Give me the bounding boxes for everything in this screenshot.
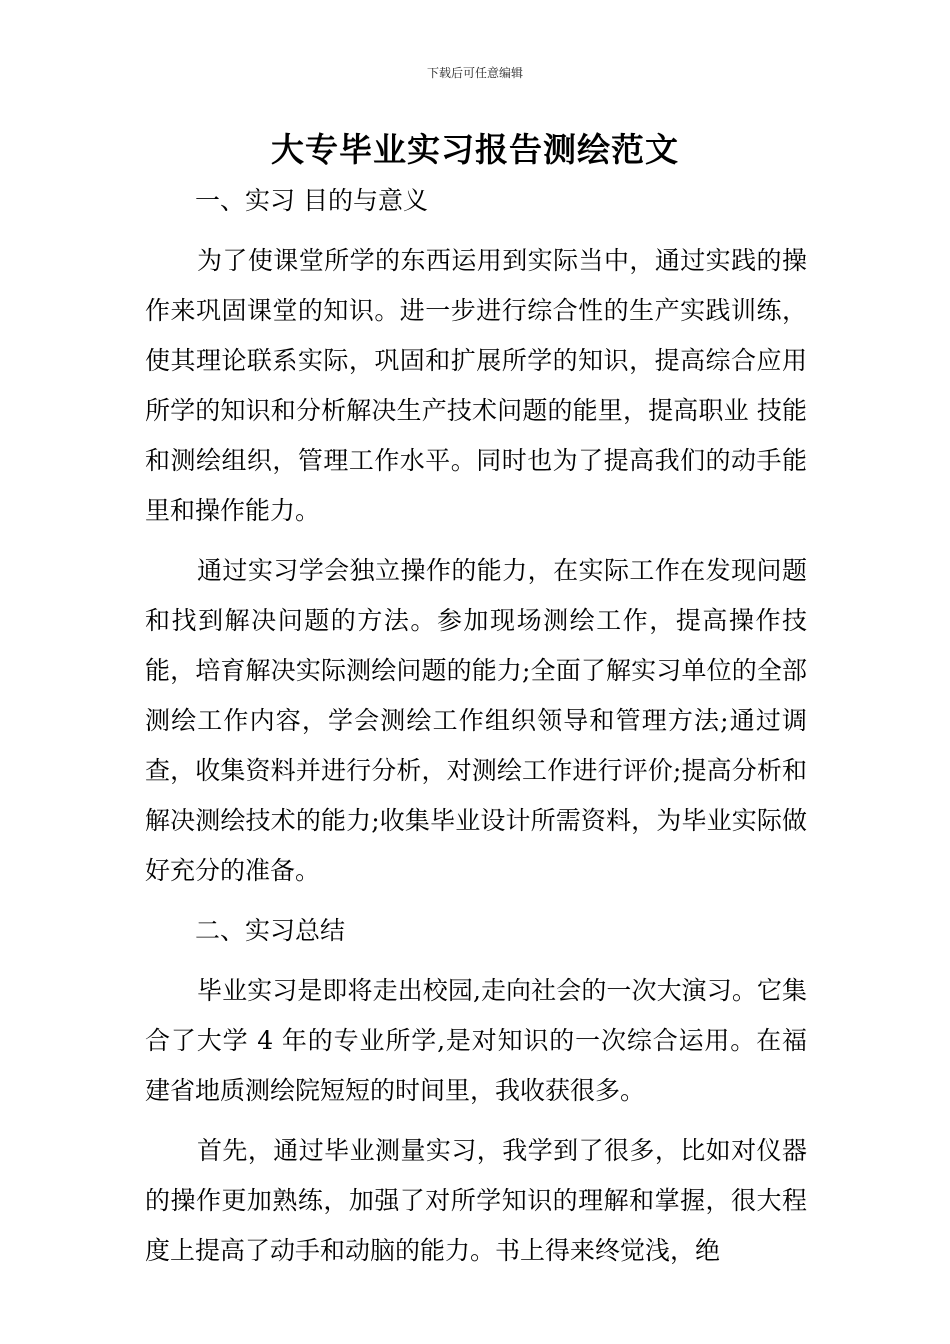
paragraph-purpose-1: 为了使课堂所学的东西运用到实际当中，通过实践的操作来巩固课堂的知识。进一步进行综合性的生产实践训练，使其理论联系实际，巩固和扩展所学的知识，提高综合应用所学的知识和分析解决生产技术问题的能里，提高职业 技能和测绘组织，管理工作水平。同时也为了提高我们的动手能里和操作能力。 bbox=[145, 246, 807, 525]
document-body bbox=[145, 176, 807, 1276]
paragraph-summary-2: 首先，通过毕业测量实习，我学到了很多，比如对仪器的操作更加熟练，加强了对所学知识的理解和掌握，很大程度上提高了动手和动脑的能力。书上得来终觉浅，绝 bbox=[145, 1136, 807, 1265]
page-header-note: 下载后可任意编辑 bbox=[426, 66, 523, 80]
section-heading-purpose: 一、实习 目的与意义 bbox=[195, 186, 428, 215]
section-heading-summary: 二、实习总结 bbox=[195, 916, 346, 945]
document-title: 大专毕业实习报告测绘范文 bbox=[271, 130, 679, 169]
paragraph-summary-1: 毕业实习是即将走出校园,走向社会的一次大演习。它集合了大学 4 年的专业所学,是对知识的一次综合运用。在福建省地质测绘院短短的时间里，我收获很多。 bbox=[145, 976, 807, 1105]
paragraph-purpose-2: 通过实习学会独立操作的能力，在实际工作在发现问题和找到解决问题的方法。参加现场测绘工作，提高操作技能，培育解决实际测绘问题的能力;全面了解实习单位的全部测绘工作内容，学会测绘工作组织领导和管理方法;通过调查，收集资料并进行分析，对测绘工作进行评价;提高分析和解决测绘技术的能力;收集毕业设计所需资料，为毕业实际做好充分的准备。 bbox=[145, 556, 807, 885]
